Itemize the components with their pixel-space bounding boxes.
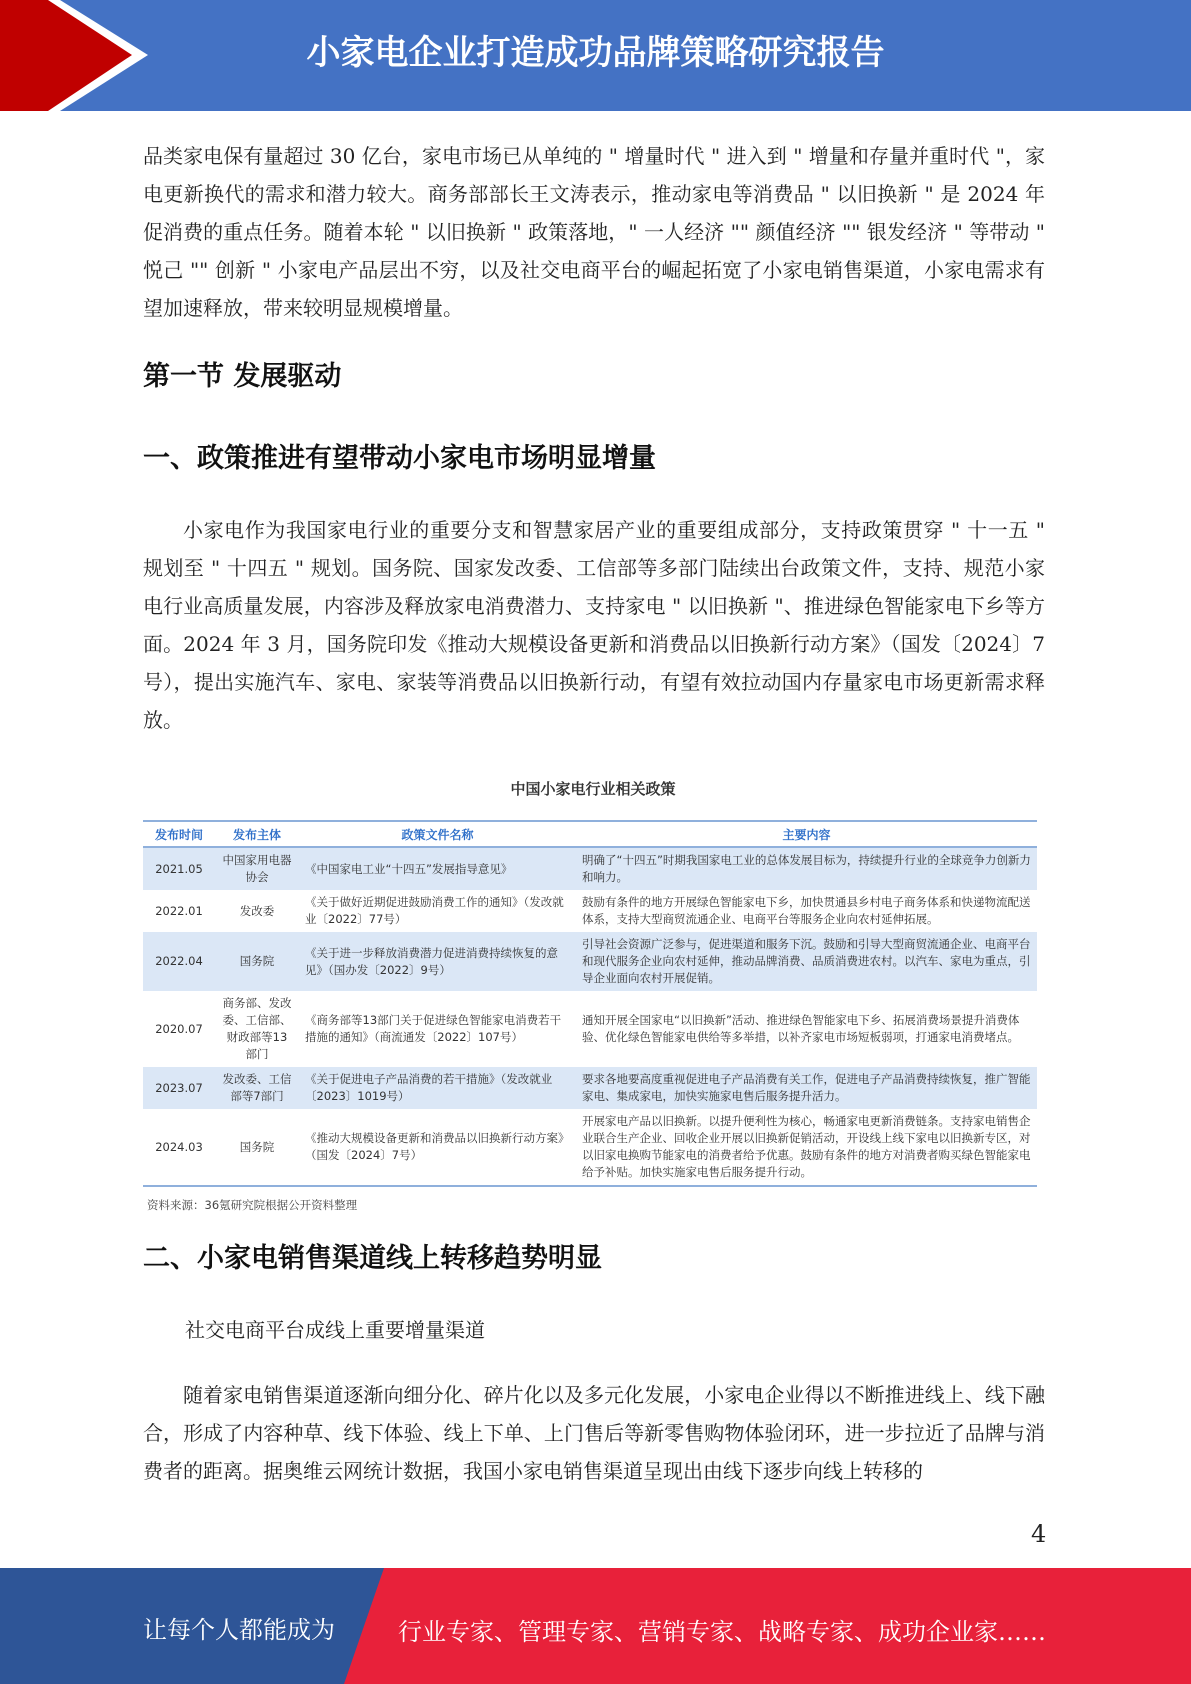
cell-content: 通知开展全国家电“以旧换新”活动、推进绿色智能家电下乡、拓展消费场景提升消费体验、优化绿色智能家电供给等多举措，以补齐家电市场短板弱项，打通家电消费堵点。 [582,1013,1020,1044]
cell-date: 2023.07 [143,1067,215,1109]
intro-paragraph: 品类家电保有量超过 30 亿台，家电市场已从单纯的 " 增量时代 " 进入到 " 增量和存量并重时代 "，家电更新换代的需求和潜力较大。商务部部长王文涛表示，推动家电等消费品 " 以旧换新 " 是 2024 年促消费的重点任务。随着本轮 " 以旧换新 " 政策落地，" 一人经济 "" 颜值经济 "" 银发经济 " 等带动 " 悦己 "" 创新 " 小家电产品层出不穷，以及社交电商平台的崛起拓宽了小家电销售渠道，小家电需求有望加速释放，带来较明显规模增量。 [143,144,1045,320]
policy-paragraph: 小家电作为我国家电行业的重要分支和智慧家居产业的重要组成部分，支持政策贯穿 " 十一五 " 规划至 " 十四五 " 规划。国务院、国家发改委、工信部等多部门陆续出台政策文件，支持、规范小家电行业高质量发展，内容涉及释放家电消费潜力、支持家电 " 以旧换新 "、推进绿色智能家电下乡等方面。2024 年 3 月，国务院印发《推动大规模设备更新和消费品以旧换新行动方案》（国发〔2024〕7 号），提出实施汽车、家电、家装等消费品以旧换新行动，有望有效拉动国内存量家电市场更新需求释放。 [143,518,1045,732]
cell-org: 国务院 [215,1109,299,1186]
cell-org: 国务院 [215,932,299,991]
cell-content: 开展家电产品以旧换新。以提升便利性为核心，畅通家电更新消费链条。支持家电销售企业联合生产企业、回收企业开展以旧换新促销活动，开设线上线下家电以旧换新专区，对以旧家电换购节能家电的消费者给予优惠。鼓励有条件的地方对消费者购买绿色智能家电给予补贴。加快实施家电售后服务提升行动。 [576,1109,1037,1186]
header-content: 主要内容 [576,821,1037,847]
page-number: 4 [1031,1520,1047,1548]
page-header [0,0,1191,111]
cell-doc: 《中国家电工业“十四五”发展指导意见》 [299,847,576,890]
subheading-social-ecommerce: 社交电商平台成线上重要增量渠道 [185,1318,485,1342]
table-row [143,991,1037,1067]
table-row [143,890,1037,932]
cell-content: 要求各地要高度重视促进电子产品消费有关工作，促进电子产品消费持续恢复，推广智能家电、集成家电，加快实施家电售后服务提升活力。 [576,1067,1037,1109]
heading-channel: 二、小家电销售渠道线上转移趋势明显 [143,1243,602,1274]
table-row [143,932,1037,991]
cell-date: 2022.04 [143,932,215,991]
cell-content: 引导社会资源广泛参与，促进渠道和服务下沉。鼓励和引导大型商贸流通企业、电商平台和现代服务企业向农村延伸，推动品牌消费、品质消费进农村。以汽车、家电为重点，引导企业面向农村开展促销。 [576,932,1037,991]
cell-date: 2020.07 [155,1021,203,1036]
footer-slogan-right: 行业专家、管理专家、营销专家、战略专家、成功企业家…… [398,1618,1046,1646]
channel-paragraph: 随着家电销售渠道逐渐向细分化、碎片化以及多元化发展，小家电企业得以不断推进线上、线下融合，形成了内容种草、线下体验、线上下单、上门售后等新零售购物体验闭环，进一步拉近了品牌与消费者的距离。据奥维云网统计数据，我国小家电销售渠道呈现出由线下逐步向线上转移的 [143,1383,1045,1483]
table-row [143,847,1037,890]
cell-date: 2024.03 [143,1109,215,1186]
cell-doc: 《推动大规模设备更新和消费品以旧换新行动方案》（国发〔2024〕7号） [299,1109,576,1186]
cell-doc: 《关于做好近期促进鼓励消费工作的通知》（发改就业〔2022〕77号） [305,895,564,926]
cell-doc: 《商务部等13部门关于促进绿色智能家电消费若干措施的通知》（商流通发〔2022〕107号） [305,1013,562,1044]
report-title: 小家电企业打造成功品牌策略研究报告 [306,33,885,73]
cell-content: 明确了“十四五”时期我国家电工业的总体发展目标为，持续提升行业的全球竞争力创新力和响力。 [576,847,1037,890]
cell-org: 发改委 [239,903,275,918]
cell-content: 鼓励有条件的地方开展绿色智能家电下乡，加快贯通县乡村电子商务体系和快递物流配送体系，支持大型商贸流通企业、电商平台等服务企业向农村延伸拓展。 [582,895,1031,926]
cell-org: 商务部、发改委、工信部、财政部等13部门 [222,996,292,1061]
policy-table [143,820,1037,1187]
section-title: 第一节 发展驱动 [143,361,342,392]
table-row [143,1109,1037,1186]
cell-doc: 《关于进一步释放消费潜力促进消费持续恢复的意见》（国办发〔2022〕9号） [299,932,576,991]
cell-date: 2022.01 [155,903,203,918]
cell-doc: 《关于促进电子产品消费的若干措施》（发改就业〔2023〕1019号） [299,1067,576,1109]
cell-date: 2021.05 [143,847,215,890]
header-org: 发布主体 [215,821,299,847]
table-row [143,1067,1037,1109]
figure-title: 中国小家电行业相关政策 [510,780,676,798]
header-date: 发布时间 [143,821,215,847]
heading-policy: 一、政策推进有望带动小家电市场明显增量 [143,443,656,474]
table-header-row [143,821,1037,847]
cell-org: 发改委、工信部等7部门 [215,1067,299,1109]
figure-source: 资料来源：36氪研究院根据公开资料整理 [147,1198,358,1212]
footer-slogan-left: 让每个人都能成为 [143,1616,335,1644]
header-doc: 政策文件名称 [299,821,576,847]
cell-org: 中国家用电器协会 [215,847,299,890]
